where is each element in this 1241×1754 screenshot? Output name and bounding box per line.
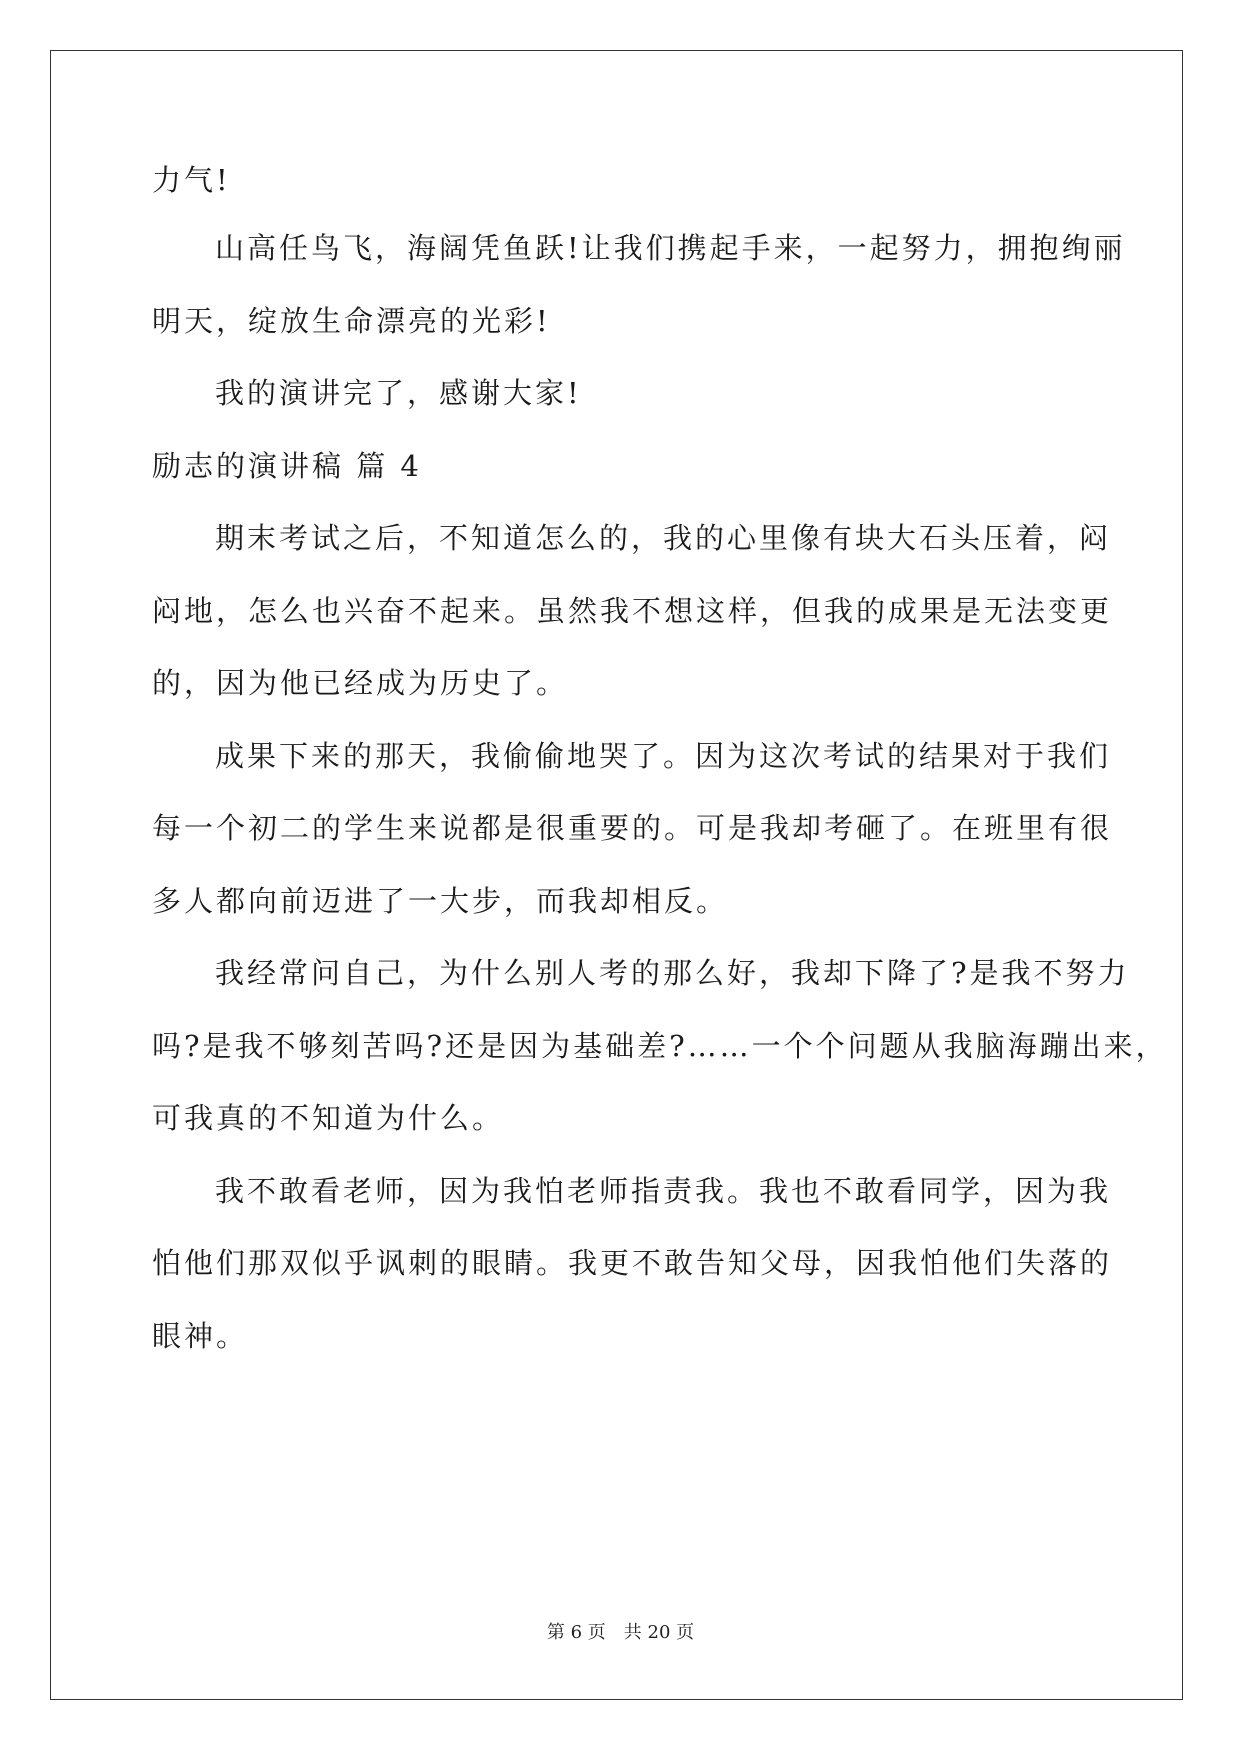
paragraph-line: 明天，绽放生命漂亮的光彩!	[152, 304, 551, 338]
paragraph-line: 的，因为他已经成为历史了。	[152, 666, 569, 700]
paragraph-line: 我经常问自己，为什么别人考的那么好，我却下降了?是我不努力	[215, 956, 1130, 990]
paragraph-line: 怕他们那双似乎讽刺的眼睛。我更不敢告知父母，因我怕他们失落的	[152, 1246, 1113, 1280]
paragraph-line: 可我真的不知道为什么。	[152, 1101, 505, 1135]
paragraph-line: 力气!	[152, 163, 231, 197]
paragraph-line: 闷地，怎么也兴奋不起来。虽然我不想这样，但我的成果是无法变更	[152, 594, 1113, 628]
paragraph-line: 多人都向前迈进了一大步，而我却相反。	[152, 884, 729, 918]
paragraph-line: 我的演讲完了，感谢大家!	[215, 376, 582, 410]
paragraph-line: 每一个初二的学生来说都是很重要的。可是我却考砸了。在班里有很	[152, 811, 1113, 845]
paragraph-line: 眼神。	[152, 1319, 249, 1353]
paragraph-line: 我不敢看老师，因为我怕老师指责我。我也不敢看同学，因为我	[215, 1174, 1112, 1208]
section-heading: 励志的演讲稿 篇 4	[152, 449, 422, 483]
paragraph-line: 吗?是我不够刻苦吗?还是因为基础差?……一个个问题从我脑海蹦出来，	[152, 1029, 1168, 1063]
page-border	[50, 50, 1183, 1700]
paragraph-line: 成果下来的那天，我偷偷地哭了。因为这次考试的结果对于我们	[215, 739, 1112, 773]
page-number-footer: 第 6 页 共 20 页	[546, 1622, 695, 1643]
paragraph-line: 山高任鸟飞，海阔凭鱼跃!让我们携起手来，一起努力，拥抱绚丽	[215, 231, 1126, 265]
paragraph-line: 期末考试之后，不知道怎么的，我的心里像有块大石头压着，闷	[215, 521, 1112, 555]
